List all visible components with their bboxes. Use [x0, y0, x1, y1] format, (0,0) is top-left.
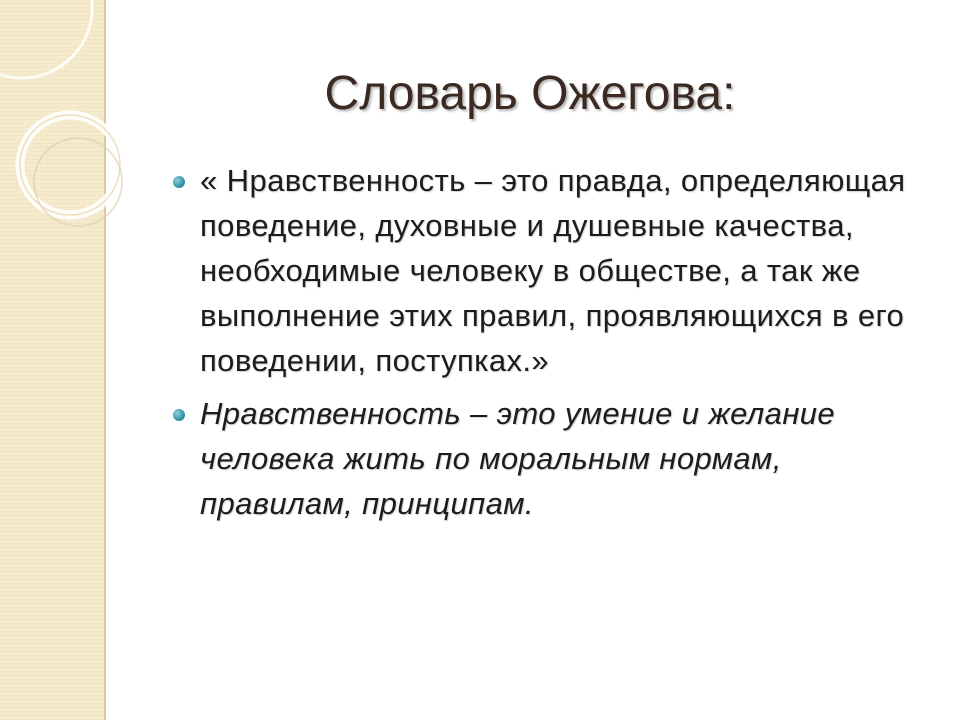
bullet-text: Нравственность – это умение и желание человека жить по моральным нормам, правилам, принципам.: [200, 396, 836, 521]
bullet-list: [170, 158, 930, 534]
decorative-circles: [0, 0, 130, 260]
bullet-dot-icon: [173, 176, 185, 188]
bullet-dot-icon: [173, 409, 185, 421]
bullet-item-definition-ozhegov: [170, 158, 930, 383]
bullet-text: « Нравственность – это правда, определяющая поведение, духовные и душевные качества, необходимые человеку в обществе, а так же выполнение этих правил, проявляющихся в его поведении, поступках.»: [200, 163, 906, 378]
bullet-item-definition-morality: [170, 391, 930, 526]
slide-title: Словарь Ожегова:: [324, 67, 736, 120]
